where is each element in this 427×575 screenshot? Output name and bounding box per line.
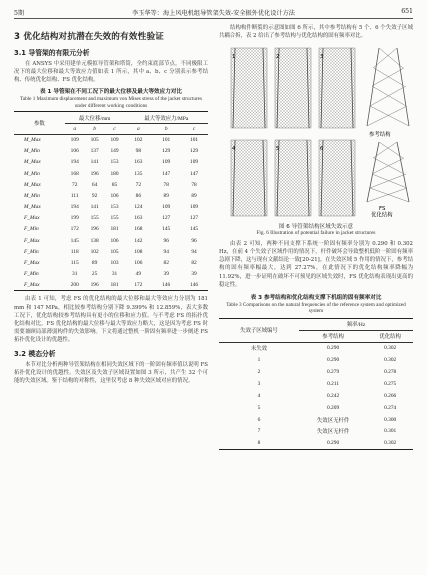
- table1-value-cell: 105: [90, 137, 99, 144]
- table3-case-cell: 5: [257, 404, 261, 411]
- table1-param-cell: M_Max: [24, 181, 41, 188]
- table1-value-cell: 145: [162, 226, 171, 233]
- table-row: [14, 224, 208, 235]
- table1-value-cell: 145: [190, 226, 199, 233]
- svg-text:4: 4: [232, 146, 236, 153]
- table1-caption: 表 1 导管架在不同工况下的最大位移及最大等效应力对比: [39, 89, 183, 96]
- table3-value-cell: 0.290: [327, 440, 340, 447]
- table1-value-cell: 109: [162, 159, 171, 166]
- table1-value-cell: 155: [110, 215, 119, 222]
- table3-value-cell: 0.275: [384, 380, 397, 387]
- table1-value-cell: 145: [70, 237, 79, 244]
- table1-value-cell: 196: [90, 282, 99, 289]
- table1-param-cell: M_Max: [24, 159, 41, 166]
- table3-group-frequency: 频率/Hz: [299, 318, 413, 330]
- svg-text:1: 1: [232, 54, 236, 61]
- table1-param-cell: M_Max: [24, 137, 41, 144]
- table1-value-cell: 39: [191, 271, 197, 278]
- table1-value-cell: 109: [190, 159, 199, 166]
- modal-paragraph: 本节对比分析两种导管架结构在相同失效区域下的一阶固有频率值以说明 FS 拓扑优化设计的优越性。失效区及失效子区域设置如图 3 所示，共产生 32 个可能的失效区域。鉴于结构的对称性，这里仅考虑 8 种失效区域对应的情况。: [14, 362, 208, 385]
- figure-6-caption-en: Fig. 6 Illustration of potential failure in jacket structures: [256, 230, 376, 237]
- table1-value-cell: 155: [90, 215, 99, 222]
- svg-text:6: 6: [320, 146, 324, 153]
- table1-value-cell: 109: [190, 204, 199, 211]
- table-row: [219, 342, 413, 354]
- page-header: [14, 5, 413, 19]
- table1-param-cell: F_Min: [24, 248, 39, 255]
- table3-subheader: 参考结构: [299, 330, 367, 342]
- table1-value-cell: 146: [162, 282, 171, 289]
- table1-value-cell: 92: [91, 192, 98, 199]
- frequency-discussion-paragraph: 由表 2 可知，两种不同支撑下系统一阶固有频率分别为 0.290 和 0.302 Hz，在前 4 个失效子区域作用的情况下，杆件破坏会导致整机低阶一阶固有频率急剧下降，这与现有文献结论一致[20-21]。在失效区域 5 作用的情况下，参考结构的固有频率幅最大，达到 27.27%，在此情况下的优化结构频率降幅为 11.92%，进一步证明在破坏不可预见的区域失效时，FS 优化结构表现出更高的稳定性。: [219, 241, 413, 288]
- table3-case-cell: 未失效: [250, 346, 268, 353]
- table1-value-cell: 109: [70, 137, 79, 144]
- table1-value-cell: 106: [134, 260, 143, 266]
- running-title: 李玉华等：海上风电机组导管架失效-安全振外优化设计方法: [132, 10, 295, 17]
- table3-value-cell: 0.302: [384, 357, 397, 364]
- right-column: [219, 24, 413, 450]
- table-row: [14, 269, 208, 280]
- table1-value-cell: 78: [191, 181, 197, 188]
- table1-value-cell: 103: [110, 260, 119, 266]
- table-row: [14, 235, 208, 246]
- table3-value-cell: 失效区无杆件: [316, 417, 350, 424]
- table1-value-cell: 142: [134, 237, 143, 244]
- table1-param-cell: M_Max: [24, 204, 41, 211]
- figure-intro-paragraph: 结构构件断裂的示意图如图 6 所示，其中参考结构有 5 个、6 个失效子区域共耦合拆，表 2 给出了参考结构与优化结构的固有频率对比。: [219, 25, 413, 40]
- table1-value-cell: 102: [90, 248, 99, 255]
- fs-structure-label: FS 优化结构: [371, 206, 393, 219]
- table1-value-cell: 109: [162, 204, 171, 211]
- table1-subheader: a: [65, 123, 85, 134]
- table1-value-cell: 115: [70, 260, 79, 266]
- reference-structure-panels: [231, 48, 355, 128]
- table-row: [219, 378, 413, 390]
- table3-case-cell: 3: [257, 380, 261, 387]
- table-row: [14, 146, 208, 157]
- table-row: [14, 246, 208, 257]
- table1-value-cell: 194: [70, 159, 79, 166]
- table1-value-cell: 86: [135, 192, 142, 199]
- table1-value-cell: 147: [190, 170, 199, 177]
- table1-value-cell: 124: [134, 204, 143, 211]
- figure-6-caption: 图 6 导管架结构区域失效示意: [278, 224, 354, 231]
- table1-value-cell: 153: [110, 159, 119, 166]
- table1-value-cell: 96: [191, 237, 197, 244]
- table3-case-cell: 4: [257, 392, 261, 399]
- table1-value-cell: 118: [70, 248, 79, 255]
- table1-param-cell: F_Max: [24, 237, 40, 244]
- table1-value-cell: 146: [190, 282, 199, 289]
- table1-value-cell: 181: [110, 226, 119, 233]
- table-row: [14, 190, 208, 201]
- page-number: 651: [401, 8, 413, 15]
- table1-value-cell: 105: [110, 248, 119, 255]
- table1-param-cell: M_Min: [24, 170, 40, 177]
- left-column: [14, 24, 208, 385]
- table3-case-cell: 6: [257, 416, 261, 423]
- table-row: [219, 402, 413, 414]
- table1-value-cell: 39: [163, 271, 169, 278]
- table1-value-cell: 85: [111, 181, 118, 188]
- table1-value-cell: 199: [70, 215, 79, 222]
- table1-value-cell: 82: [191, 260, 197, 266]
- table1-param-cell: M_Min: [24, 192, 40, 199]
- svg-text:2: 2: [276, 54, 280, 61]
- table1-value-cell: 200: [70, 282, 79, 289]
- table1-value-cell: 94: [191, 248, 197, 255]
- table1-value-cell: 149: [110, 148, 119, 155]
- results-paragraph: 由表 1 可知，考虑 FS 的优化结构的最大位移和最大等效应力分别为 181 mm 和 147 MPa，相比较参考结构分别下降 9.399% 和 12.859%，表大多数工况下，优化结构较参考结构具有更小的位移和应力值。与不考虑 FS 的拓扑优化结构对比，FS 优化结构的最大位移与最大等效应力略大，这是因为考虑 FS 时需要兼顾局部薄弱构件的失效影响。下文将通过整机一阶固有频率进一步阐述 FS 拓扑优化设计的优越性。: [14, 296, 208, 343]
- table1-param-cell: F_Max: [24, 260, 40, 266]
- table1-subheader: c: [105, 123, 125, 134]
- table-row: [14, 213, 208, 224]
- table1-value-cell: 109: [110, 137, 119, 144]
- reference-lattice-tower: [367, 48, 409, 126]
- table3-value-cell: 0.302: [384, 440, 397, 447]
- table3-value-cell: 0.209: [327, 404, 340, 411]
- table1-value-cell: 163: [134, 159, 143, 166]
- table3-case-cell: 2: [257, 368, 261, 375]
- table1-value-cell: 101: [190, 137, 199, 144]
- svg-text:3: 3: [320, 54, 324, 61]
- table1-value-cell: 172: [70, 226, 79, 233]
- table1-value-cell: 94: [163, 248, 169, 255]
- table1-subheader: a: [124, 123, 152, 134]
- table-row: [14, 179, 208, 190]
- table1-value-cell: 135: [134, 170, 143, 177]
- table3-value-cell: 0.301: [384, 428, 397, 435]
- table-row: [14, 280, 208, 291]
- table1-value-cell: 31: [72, 271, 78, 278]
- table1-value-cell: 168: [134, 226, 143, 233]
- table1-value-cell: 196: [90, 170, 99, 177]
- table1-subheader: b: [152, 123, 180, 134]
- table1-value-cell: 64: [91, 181, 98, 188]
- table3-case-header: 失效子区域编号: [219, 318, 299, 342]
- table3-value-cell: 0.278: [384, 368, 397, 375]
- table1-value-cell: 78: [163, 181, 169, 188]
- table-row: [219, 366, 413, 378]
- table1-value-cell: 31: [111, 271, 118, 278]
- table1-value-cell: 25: [91, 271, 98, 278]
- table-row: [219, 425, 413, 437]
- table3-case-cell: 7: [257, 428, 261, 435]
- figure-6: [219, 44, 413, 220]
- jacket-failure-illustration: [219, 44, 413, 220]
- table1-param-header: 参数: [14, 112, 65, 134]
- table1-value-cell: 89: [191, 192, 197, 199]
- svg-text:5: 5: [276, 146, 280, 153]
- table3-value-cell: 0.300: [384, 416, 397, 423]
- table3-value-cell: 0.302: [384, 345, 397, 352]
- table1-param-cell: F_Min: [24, 226, 39, 233]
- table1-param-cell: M_Min: [24, 148, 40, 155]
- table1-value-cell: 127: [162, 215, 171, 222]
- table-row: [219, 414, 413, 426]
- table3-caption: 表 3 参考结构和优化结构支撑下机组的固有频率对比: [250, 294, 382, 301]
- table3-value-cell: 0.290: [327, 357, 340, 364]
- issue-label: 5期: [14, 10, 25, 17]
- table1-value-cell: 141: [90, 159, 99, 166]
- table3-value-cell: 失效区无杆件: [316, 429, 350, 436]
- table1-value-cell: 127: [190, 215, 199, 222]
- table1-value-cell: 106: [110, 237, 119, 244]
- table3-value-cell: 0.211: [327, 380, 340, 387]
- subsection-fea-title: 3.1 导管架的有限元分析: [14, 49, 90, 57]
- table-row: [14, 134, 208, 145]
- table1-value-cell: 96: [163, 237, 169, 244]
- table1: [14, 111, 208, 291]
- table-row: [219, 354, 413, 366]
- table3-value-cell: 0.266: [384, 392, 397, 399]
- table1-value-cell: 111: [70, 192, 79, 199]
- fea-paragraph: 在 ANSYS 中采用建单元模拟导管架和塔筒，全约束底部节点。不同极限工况下的最大位移和最大等效应力值如表 1 所示，其中 a、b、c 分别表示参考结构、传统优化结构、FS 优化结构。: [14, 61, 208, 84]
- table3: [219, 318, 413, 450]
- table1-param-cell: F_Max: [24, 215, 40, 222]
- table1-value-cell: 138: [90, 237, 99, 244]
- table1-value-cell: 106: [110, 192, 119, 199]
- table1-value-cell: 168: [70, 170, 79, 177]
- table1-value-cell: 98: [135, 148, 142, 155]
- table3-case-cell: 8: [257, 440, 261, 447]
- table1-value-cell: 49: [135, 271, 142, 278]
- table1-value-cell: 172: [134, 282, 143, 289]
- table3-value-cell: 0.279: [327, 368, 340, 375]
- table3-value-cell: 0.242: [327, 392, 340, 399]
- fs-structure-panels: [231, 140, 355, 216]
- table1-value-cell: 129: [190, 148, 199, 155]
- table1-param-cell: F_Min: [24, 271, 39, 278]
- table1-value-cell: 180: [110, 170, 119, 177]
- table-row: [14, 201, 208, 212]
- table3-caption-en: Table 3 Comparisons on the natural frequencies of the reference system and optimized system: [226, 301, 406, 315]
- table1-param-cell: F_Max: [24, 282, 40, 289]
- table1-caption-en: Table 1 Maximum displacement and maximum von Mises stress of the jacket structures under different working conditions: [19, 96, 203, 109]
- table1-value-cell: 82: [163, 260, 169, 266]
- subsection-modal-title: 3.2 模态分析: [14, 350, 56, 359]
- table1-group-stress: 最大等效应力/MPa: [124, 112, 208, 123]
- table1-value-cell: 194: [70, 204, 79, 211]
- table3-case-cell: 1: [257, 357, 261, 364]
- table-row: [219, 390, 413, 402]
- section-title: 3 优化结构对抗潜在失效的有效性验证: [14, 32, 165, 42]
- table-row: [14, 157, 208, 168]
- table3-value-cell: 0.290: [327, 345, 340, 352]
- ref-structure-label: 参考结构: [369, 132, 391, 139]
- table1-value-cell: 101: [162, 137, 171, 144]
- table1-value-cell: 72: [135, 181, 142, 188]
- table-row: [14, 168, 208, 179]
- table1-value-cell: 108: [134, 248, 143, 255]
- table1-value-cell: 196: [90, 226, 99, 233]
- table1-value-cell: 141: [90, 204, 99, 211]
- table1-value-cell: 137: [90, 148, 99, 155]
- table1-value-cell: 153: [110, 204, 119, 211]
- table3-value-cell: 0.274: [384, 404, 397, 411]
- table1-value-cell: 163: [134, 215, 143, 222]
- table3-subheader: 优化结构: [367, 330, 413, 342]
- table1-value-cell: 72: [72, 181, 78, 188]
- table1-value-cell: 102: [134, 137, 143, 144]
- table1-group-displacement: 最大位移/mm: [65, 112, 125, 123]
- table1-value-cell: 181: [110, 282, 119, 289]
- table1-value-cell: 106: [70, 148, 79, 155]
- table1-value-cell: 89: [91, 260, 98, 266]
- table-row: [219, 437, 413, 449]
- table1-subheader: c: [180, 123, 208, 134]
- table1-subheader: b: [85, 123, 105, 134]
- table1-value-cell: 147: [162, 170, 171, 177]
- table-row: [14, 257, 208, 268]
- table1-value-cell: 129: [162, 148, 171, 155]
- table1-value-cell: 89: [163, 192, 169, 199]
- fs-lattice-tower: [367, 142, 409, 202]
